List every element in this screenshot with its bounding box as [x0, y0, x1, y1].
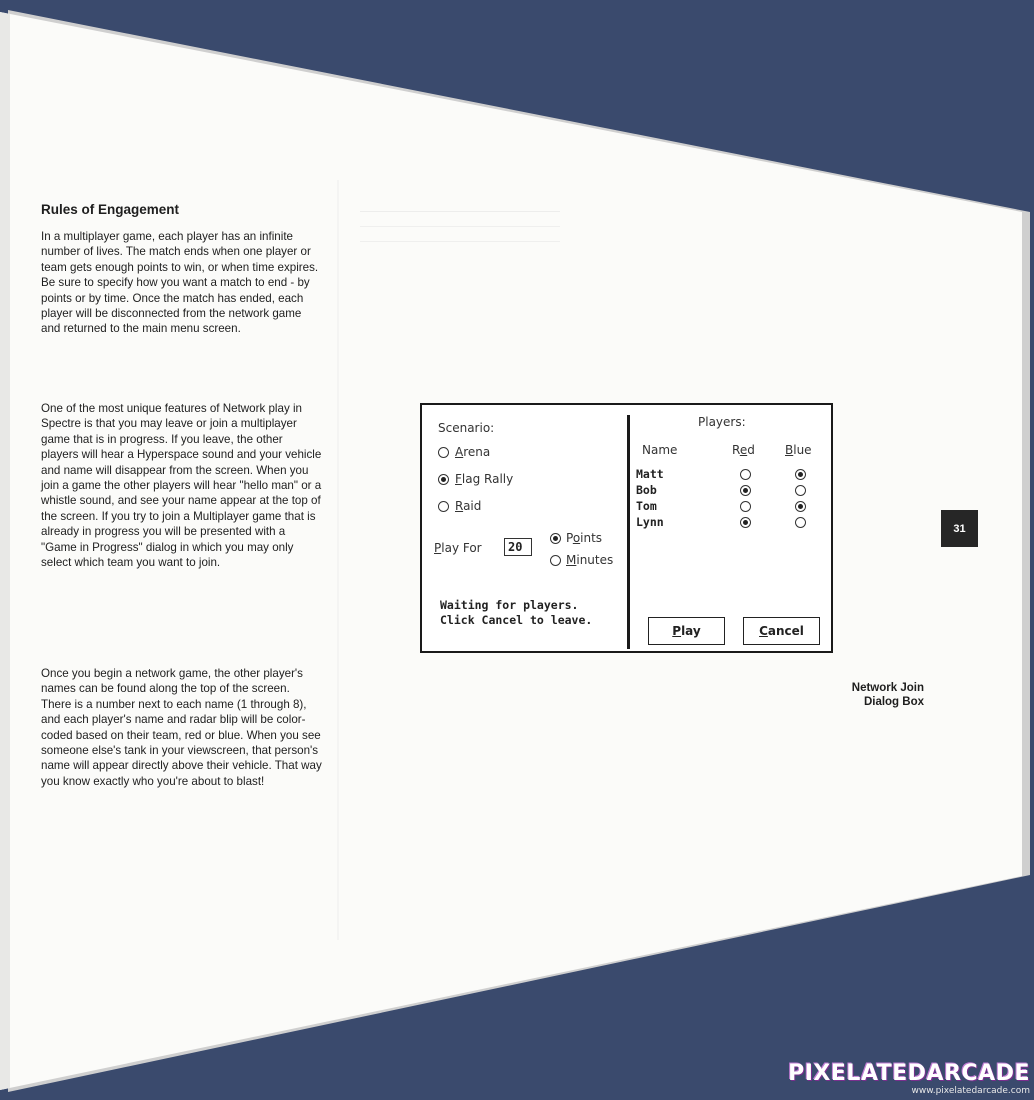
scenario-option-arena[interactable]: Arena: [438, 445, 558, 461]
figure-caption: Network Join Dialog Box: [851, 682, 924, 708]
player-row: [636, 515, 826, 531]
scenario-option-flag-rally[interactable]: Flag Rally: [438, 472, 558, 488]
watermark: [788, 1062, 1030, 1097]
bleed-through-text: [360, 205, 560, 395]
player-row: [636, 499, 826, 515]
mode-option-points[interactable]: Points: [550, 531, 625, 547]
paragraph-2: One of the most unique features of Network play in Spectre is that you may leave or join a multiplayer game that is in progress. If you leave, the other players will hear a Hyperspace sound and your vehicle and name will disappear from the screen. When you join a game the other players will hear "hello man" or a whistle sound, and see your name appear at the top of the screen. If you try to join a Multiplayer game that is already in progress you will be presented with a "Game in Progress" dialog in which you may only select which team you want to join.: [41, 402, 322, 570]
player-red-radio[interactable]: [740, 517, 751, 528]
network-join-dialog: [420, 403, 833, 653]
player-blue-radio[interactable]: [795, 469, 806, 480]
player-red-radio[interactable]: [740, 469, 751, 480]
player-row: [636, 467, 826, 483]
player-row: [636, 483, 826, 499]
paragraph-1: In a multiplayer game, each player has an infinite number of lives. The match ends when one player or team gets enough points to win, or when time expires. Be sure to specify how you want a match to end - by points or by time. Once the match has ended, each player will be disconnected from the network game and returned to the main menu screen.: [41, 230, 319, 336]
players-title: Players:: [698, 415, 746, 429]
column-red: Red: [732, 443, 755, 457]
column-name: Name: [642, 443, 678, 457]
scenario-label: Scenario:: [438, 421, 495, 435]
scenario-option-raid[interactable]: Raid: [438, 499, 558, 515]
paragraph-3: Once you begin a network game, the other player's names can be found along the top of the screen. There is a number next to each name (1 through 8), and each player's name and radar blip will be color-coded based on their team, red or blue. When you see someone else's tank in your viewscreen, that person's name will appear directly above their vehicle. That way you know exactly who you're about to blast!: [41, 667, 322, 788]
watermark-url: www.pixelatedarcade.com: [911, 1086, 1030, 1096]
mode-option-minutes[interactable]: Minutes: [550, 553, 625, 569]
dialog-divider: [627, 415, 630, 649]
points-radio[interactable]: [550, 533, 561, 544]
status-message: Waiting for players. Click Cancel to leave.: [440, 598, 593, 627]
page-number: 31: [941, 510, 978, 547]
player-name: Lynn: [636, 515, 664, 529]
play-for-input[interactable]: 20: [504, 538, 532, 556]
raid-radio[interactable]: [438, 501, 449, 512]
player-blue-radio[interactable]: [795, 485, 806, 496]
player-blue-radio[interactable]: [795, 517, 806, 528]
cancel-button[interactable]: C ancel: [743, 617, 820, 645]
player-red-radio[interactable]: [740, 501, 751, 512]
player-name: Bob: [636, 483, 657, 497]
section-heading: Rules of Engagement: [41, 202, 180, 217]
flag-rally-radio[interactable]: [438, 474, 449, 485]
play-button[interactable]: P lay: [648, 617, 725, 645]
minutes-radio[interactable]: [550, 555, 561, 566]
player-name: Tom: [636, 499, 657, 513]
play-for-label: Play For: [434, 541, 482, 555]
player-blue-radio[interactable]: [795, 501, 806, 512]
watermark-logo-text: PIXELATEDARCADE: [788, 1061, 1030, 1086]
column-blue: Blue: [785, 443, 812, 457]
player-name: Matt: [636, 467, 664, 481]
arena-radio[interactable]: [438, 447, 449, 458]
player-red-radio[interactable]: [740, 485, 751, 496]
